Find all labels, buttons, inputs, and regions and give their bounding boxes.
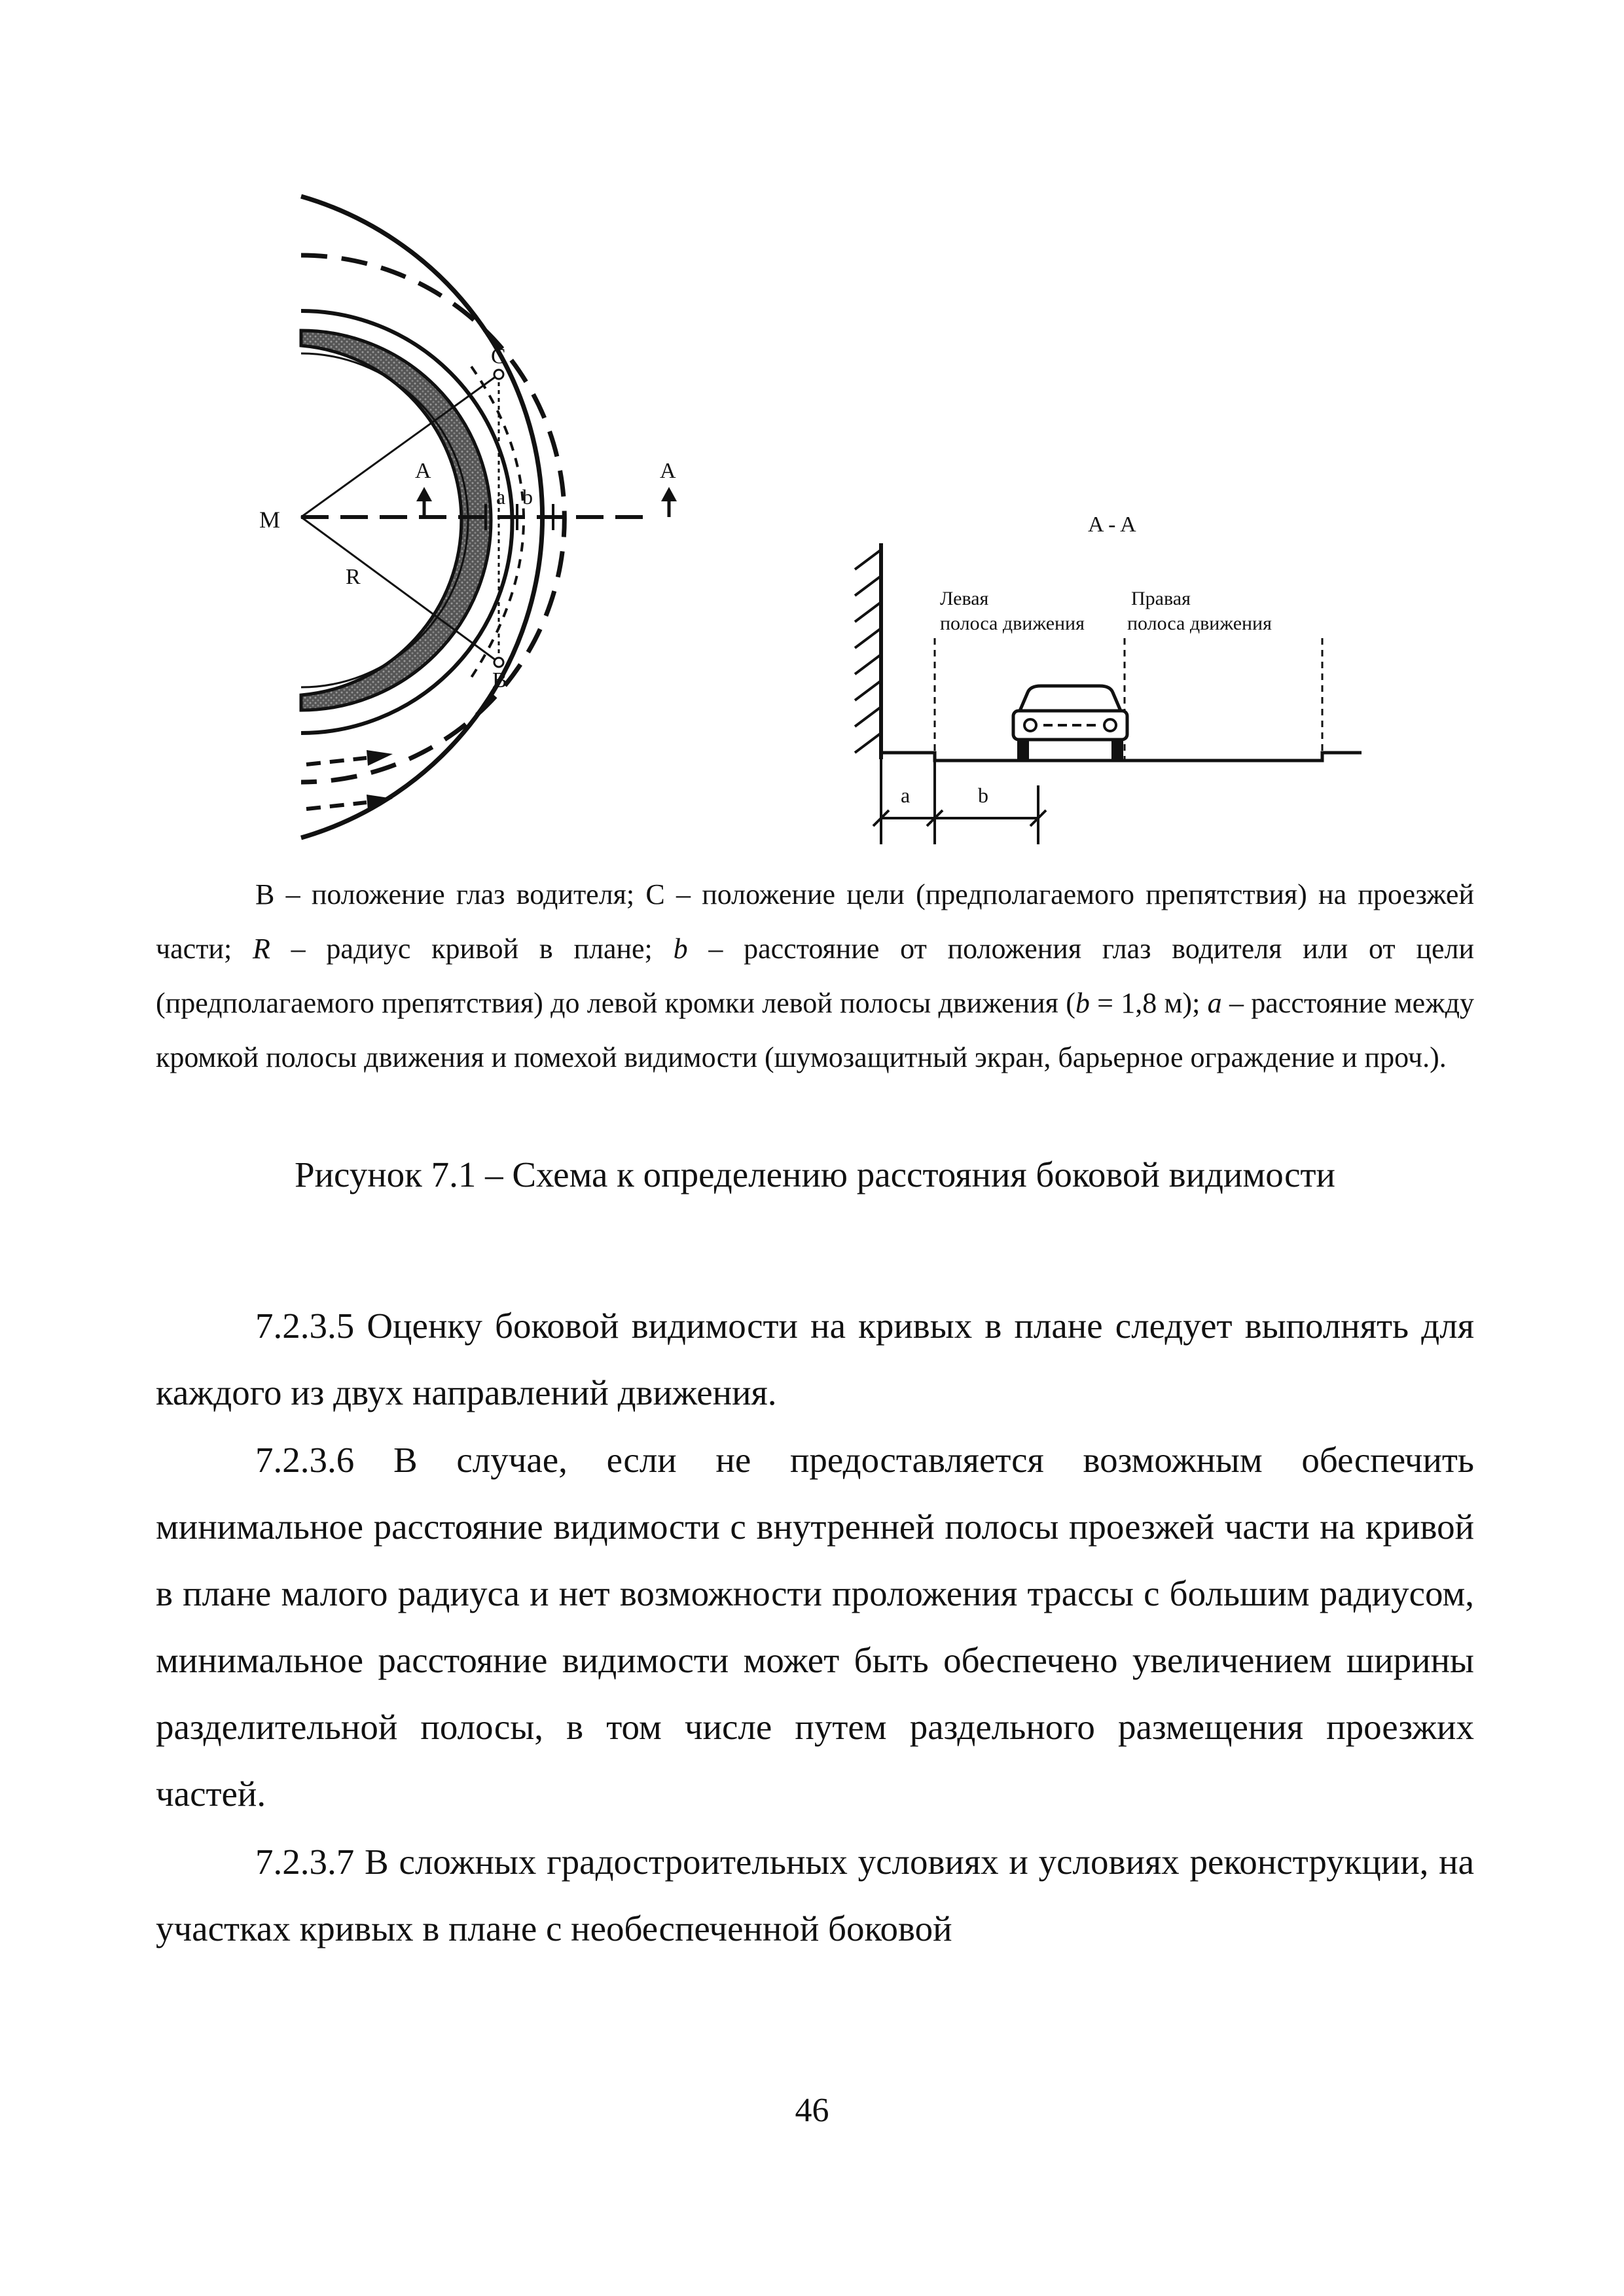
point-b: [494, 658, 503, 667]
label-section-a-right: A: [660, 459, 676, 483]
caption-b-symbol: b: [673, 933, 688, 965]
paragraph-7-2-3-7: 7.2.3.7 В сложных градостроительных условиях и условиях реконструкции, на участках кривых в плане с необеспеченной боковой: [156, 1842, 1474, 1948]
caption-line-2-c: – расстояние от положения глаз водителя или: [687, 933, 1348, 965]
label-b-small: b: [522, 485, 533, 509]
label-b-point: B: [492, 668, 507, 692]
dimension-lines: [873, 753, 1046, 844]
figure-caption: [156, 867, 1474, 1085]
section-title: A - A: [1088, 512, 1136, 537]
paragraph-7-2-3-5: 7.2.3.5 Оценку боковой видимости на кривых в плане следует выполнять для каждого из двух направлений движения.: [156, 1306, 1474, 1412]
section-arrow-left: [416, 487, 432, 517]
paragraph-7-2-3-6: 7.2.3.6 В случае, если не предоставляется возможным обеспечить минимальное расстояние видимости с внутренней полосы проезжей части на кривой в плане малого радиуса и нет возможности проложения трассы с большим радиусом, минимальное расстояние видимости может быть обеспечено увеличением ширины разделительной полосы, в том числе путем раздельного размещения проезжих частей.: [156, 1440, 1474, 1814]
traffic-direction-arrow: [306, 795, 393, 810]
caption-line-5: экран, барьерное ограждение и проч.).: [975, 1041, 1447, 1073]
label-a-small: a: [496, 485, 506, 509]
dim-b-label: b: [978, 783, 988, 807]
label-r: R: [346, 565, 361, 589]
figure-title: Рисунок 7.1 – Схема к определению расстояния боковой видимости: [294, 1155, 1335, 1194]
right-lane-label-1: Правая: [1131, 588, 1191, 609]
right-lane-label-2: полоса движения: [1127, 613, 1272, 634]
left-lane-label-1: Левая: [940, 588, 989, 609]
point-c: [494, 370, 503, 379]
caption-line-3: от цели (предполагаемого препятствия) до левой кромки левой полосы движения (: [156, 933, 1475, 1019]
label-section-a-left: A: [415, 459, 431, 483]
dim-a-label: a: [901, 783, 911, 807]
caption-line-4: – расстояние между кромкой полосы движения и помехой видимости (шумозащитный: [156, 987, 1474, 1073]
caption-a-symbol: a: [1207, 987, 1222, 1019]
label-c: C: [491, 344, 506, 368]
plan-view: [254, 196, 677, 838]
label-m: M: [259, 507, 281, 533]
traffic-direction-arrow: [306, 750, 393, 766]
figure-7-1: [0, 0, 1624, 870]
section-arrow-right: [661, 487, 677, 517]
caption-b-symbol-2: b: [1075, 987, 1090, 1019]
caption-r-symbol: R: [252, 933, 270, 965]
caption-line-1: B – положение глаз водителя; С – положение цели (предполагаемого препятствия) на: [255, 878, 1347, 910]
wall-hatching: [855, 550, 881, 753]
caption-line-2: проезжей части;: [156, 878, 1475, 965]
caption-line-2-b: – радиус кривой в плане;: [270, 933, 674, 965]
car-icon: [1013, 686, 1127, 761]
cross-section-view: [855, 512, 1362, 844]
caption-line-3-c: = 1,8 м);: [1089, 987, 1200, 1019]
page-number: 46: [795, 2092, 829, 2129]
left-lane-label-2: полоса движения: [940, 613, 1085, 634]
